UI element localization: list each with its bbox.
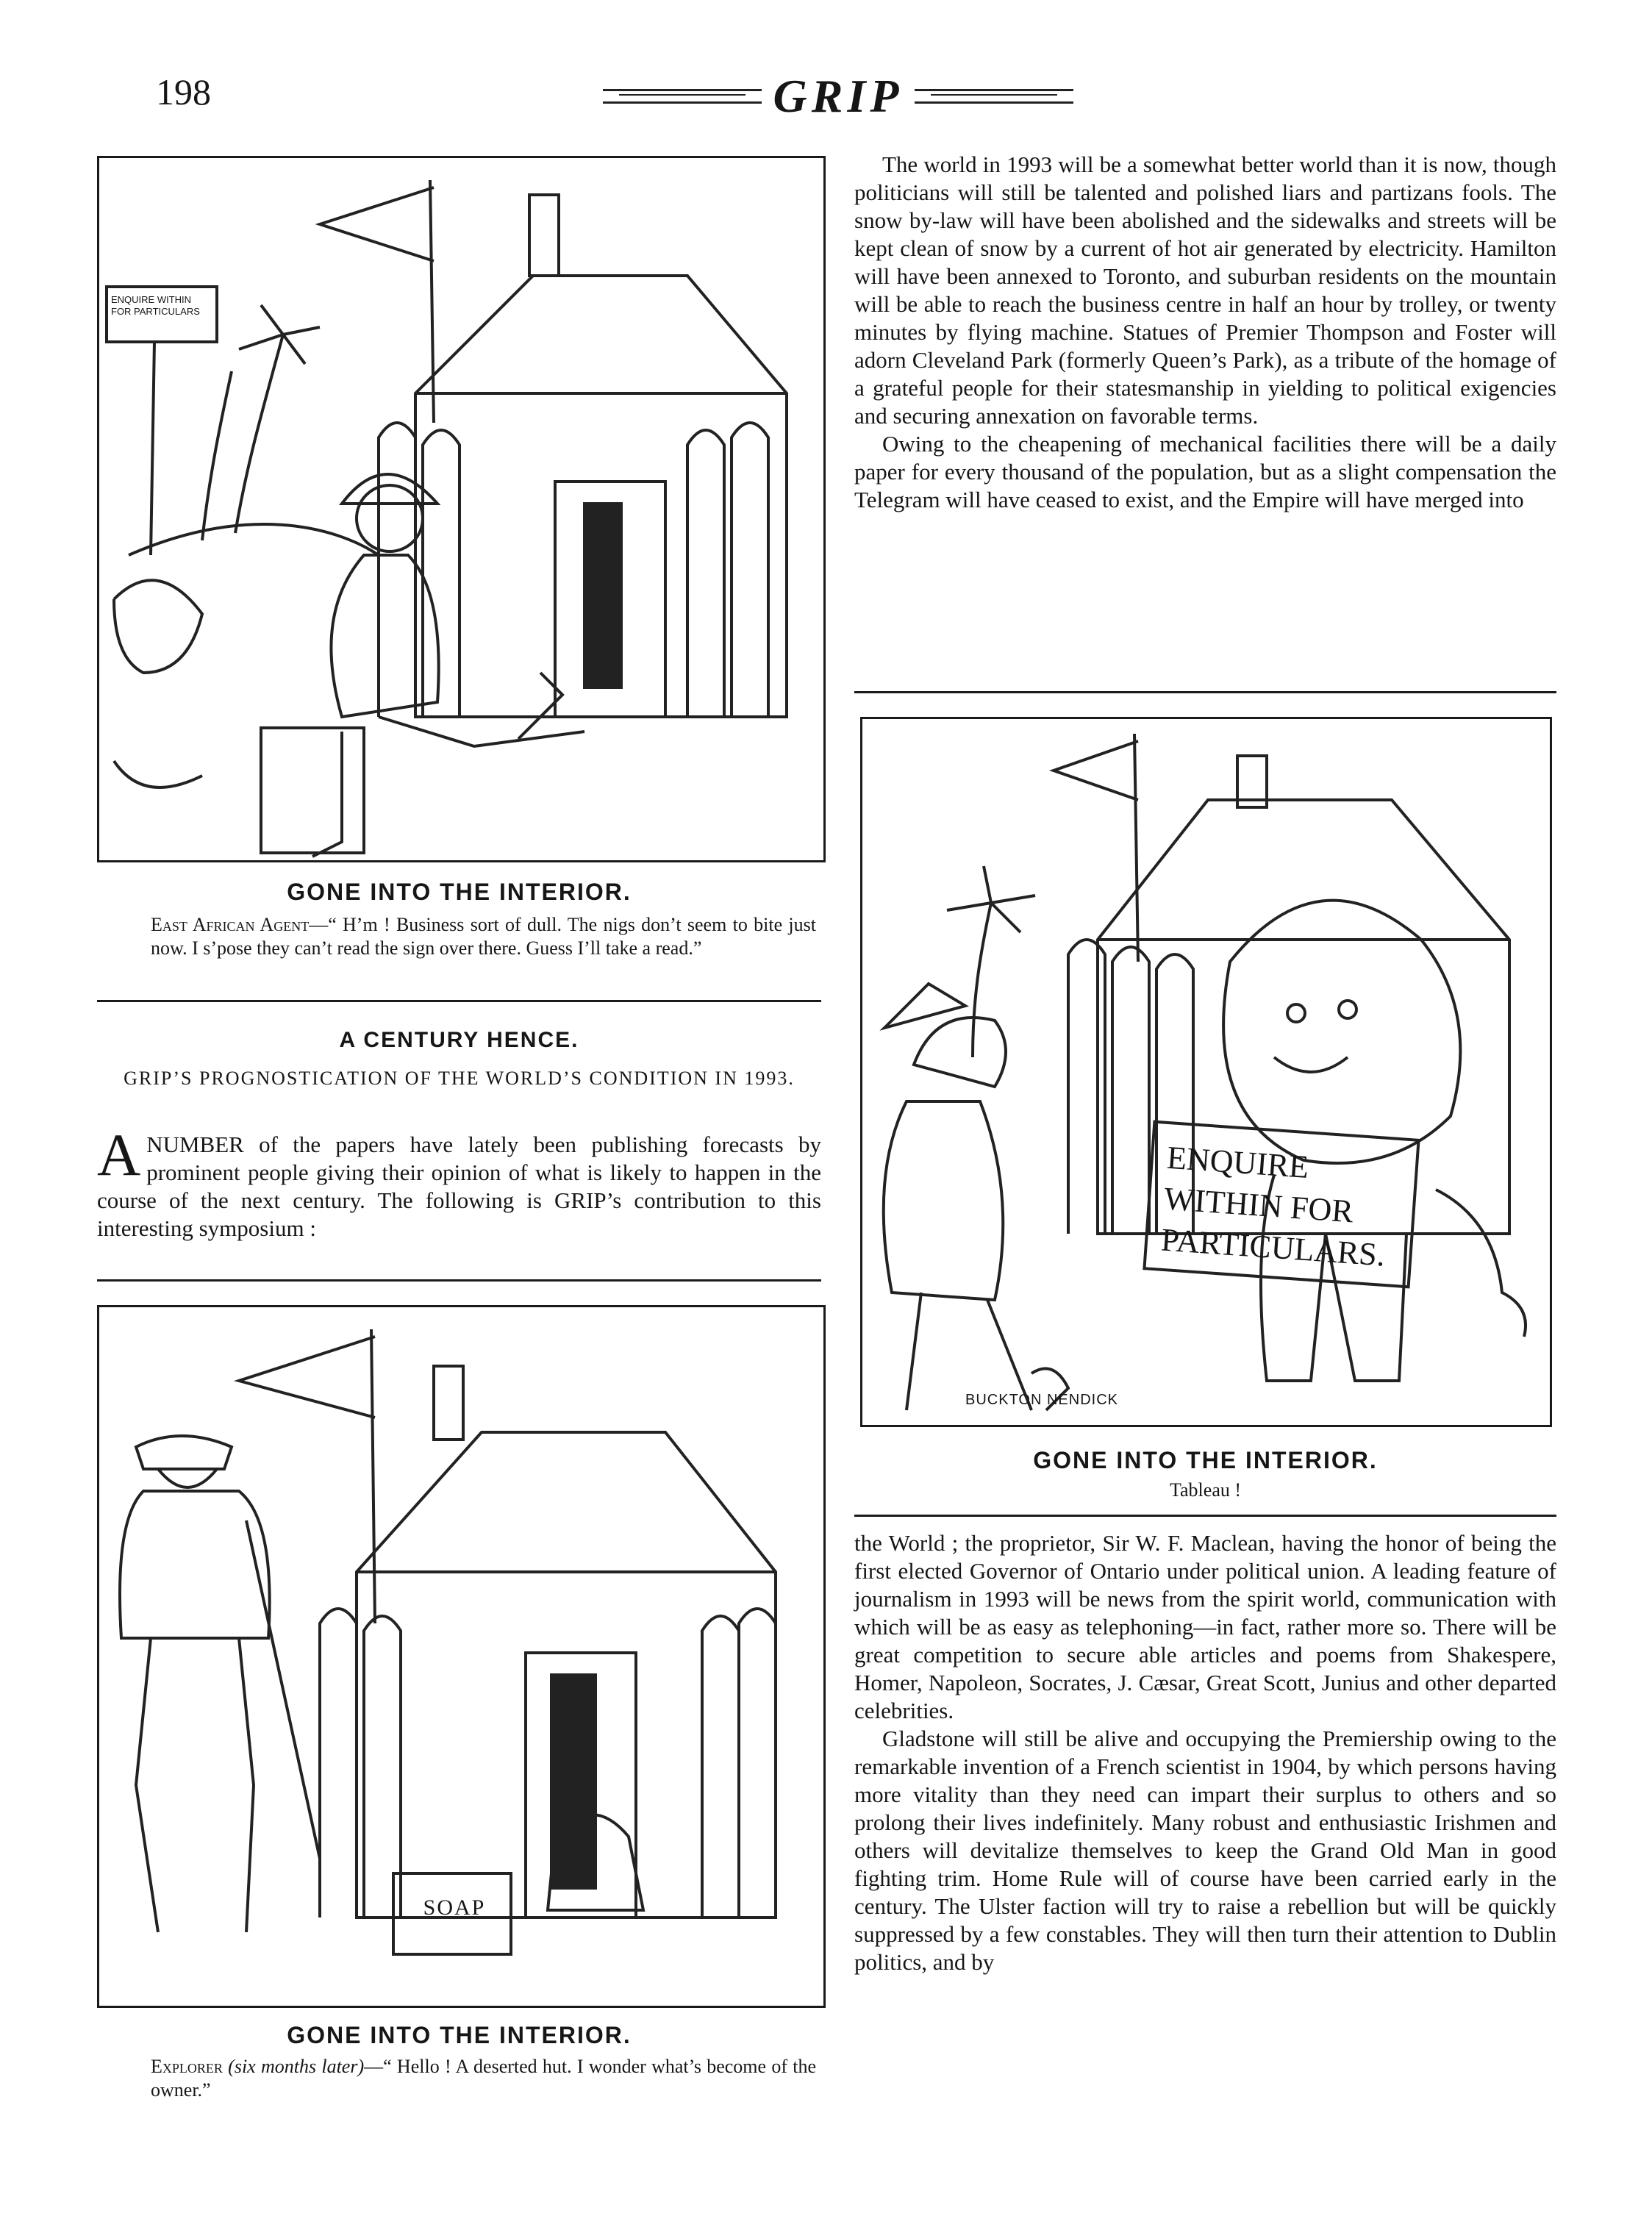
cartoon1-caption-title: GONE INTO THE INTERIOR. [287,879,632,905]
rule-after-cartoon1 [97,1000,821,1002]
masthead-title: GRIP [773,70,904,122]
cartoon2-speaker: Explorer [151,2056,223,2077]
cartoon1-sign-text: ENQUIRE WITHIN FOR PARTICULARS [111,294,200,317]
article-drop-cap: A [97,1121,141,1188]
masthead-rule-left [603,89,762,104]
masthead [603,71,1073,122]
cartoon3-sign-line2: WITHIN FOR [1162,1180,1355,1230]
cartoon1-caption [151,913,816,960]
rule-after-cartoon3 [854,1515,1556,1517]
article-paragraph-1: The world in 1993 will be a somewhat better world than it is now, though politicians will still be talented and polished liars and partizans fools. The snow by-law will have been abolished and the sidewalks and streets will be kept clean of snow by a current of hot air generated by electricity. Hamilton will have been annexed to Toronto, and suburban residents on the mountain will be able to reach the business centre in half an hour by trolley, or twenty minutes by flying machine. Statues of Premier Thompson and Foster will adorn Cleveland Park (formerly Queen’s Park), as a tribute of the homage of a grateful people for their statesmanship in yielding to political exigencies and securing annexation on favorable terms. [854,151,1556,429]
cartoon-explorer-illustration [97,1305,826,2008]
cartoon-lion-illustration [860,717,1552,1427]
cartoon2-caption-title: GONE INTO THE INTERIOR. [287,2022,632,2048]
rule-after-intro [97,1279,821,1282]
cartoon2-caption-text: —“ Hello ! A deserted hut. I wonder what’s become of the owner.” [151,2056,817,2101]
article-paragraph-2-start: Owing to the cheapening of mechanical facilities there will be a daily paper for every thousand of the population, but as a slight compensation the Telegram will have ceased to exist, and the Empire will have merged into [854,431,1556,512]
article-intro [97,1121,821,1243]
article-intro-text: NUMBER of the papers have lately been publishing forecasts by prominent people giving their opinion of what is likely to happen in the course of the next century. The following is GRIP’s contribution to this interesting symposium : [97,1132,821,1241]
masthead-rule-right [915,89,1073,104]
article-column2-top [854,151,1556,514]
cartoon3-caption-text: Tableau ! [1169,1479,1242,1501]
cartoon2-speaker-note: (six months later) [228,2056,365,2077]
cartoon3-sign-line1: ENQUIRE [1165,1139,1310,1186]
cartoon3-signature: BUCKTON NENDICK [965,1392,1118,1408]
article-heading: A CENTURY HENCE. [339,1028,579,1052]
cartoon3-sign [1160,1137,1411,1278]
article-subheading: GRIP’S PROGNOSTICATION OF THE WORLD’S CONDITION IN 1993. [124,1068,795,1089]
article-paragraph-3: Gladstone will still be alive and occupying the Premiership owing to the remarkable invention of a French scientist in 1904, by which persons having more vitality than they need can impart their surplus to others and so prolong their lives indefinitely. Many robust and enthusiastic Irishmen and others will devitalize themselves to keep the Grand Old Man in good fighting trim. Home Rule will of course have been carried early in the century. The Ulster faction will try to raise a rebellion but will be quickly suppressed by a few constables. They will then turn their attention to Dublin politics, and by [854,1726,1556,1975]
rule-before-cartoon3 [854,691,1556,693]
cartoon-lion-drawing [862,719,1550,1425]
article-column2-bottom [854,1529,1556,1976]
cartoon2-caption [151,2055,816,2102]
cartoon-agent-drawing [99,158,823,860]
article-paragraph-2-continued: the World ; the proprietor, Sir W. F. Maclean, having the honor of being the first elected Governor of Ontario under political union. A leading feature of journalism in 1993 will be news from the spirit world, communication with which will be as easy as telephoning—in fact, rather more so. There will be great competition to secure able articles and poems from Shakespere, Homer, Napoleon, Socrates, J. Cæsar, Great Scott, Junius and other departed celebrities. [854,1530,1556,1723]
page-number: 198 [156,71,211,112]
cartoon-agent-illustration [97,156,826,862]
cartoon1-speaker: East African Agent [151,914,310,935]
cartoon1-caption-text: —“ H’m ! Business sort of dull. The nigs don’t seem to bite just now. I s’pose they can’t read the sign over there. Guess I’ll take a read.” [151,914,816,959]
cartoon3-caption-title: GONE INTO THE INTERIOR. [1033,1447,1378,1473]
cartoon2-box-label: SOAP [423,1895,486,1920]
cartoon3-sign-line3: PARTICULARS. [1159,1221,1387,1273]
